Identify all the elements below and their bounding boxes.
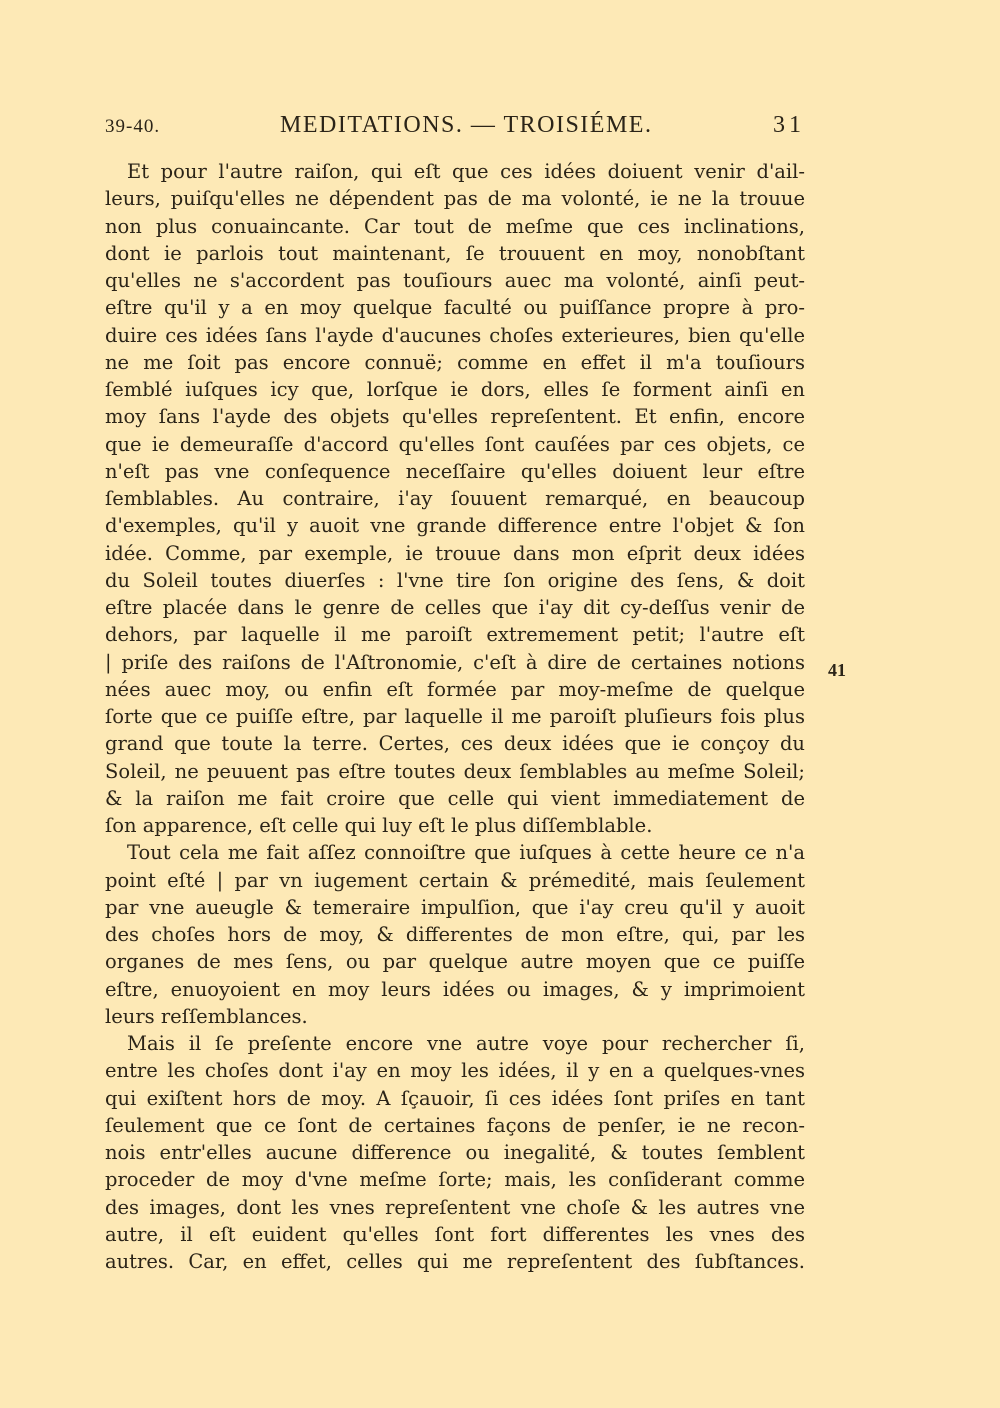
text-line: ſon apparence, eſt celle qui luy eſt le plus diſſemblable. <box>105 814 653 837</box>
header-section-range: 39-40. <box>105 116 161 137</box>
text-line: non plus conuaincante. Car tout de meſme que ces inclinations, <box>105 214 805 238</box>
text-line: nois entr'elles aucune difference ou inegalité, & toutes ſemblent <box>105 1141 805 1164</box>
text-line: qui exiſtent hors de moy. A ſçauoir, ſi ces idées ſont priſes en tant <box>105 1086 805 1110</box>
text-line: du Soleil toutes diuerſes : l'vne tire ſon origine des ſens, & doit <box>105 568 805 592</box>
text-line: par vne aueugle & temeraire impulſion, que i'ay creu qu'il y auoit <box>105 895 805 919</box>
text-line: ne me ſoit pas encore connuë; comme en effet il m'a touſiours <box>105 350 805 374</box>
text-line: d'exemples, qu'il y auoit vne grande difference entre l'objet & ſon <box>105 514 805 538</box>
text-line: ſeulement que ce ſont de certaines façons de penſer, ie ne recon- <box>105 1113 805 1137</box>
text-line: ſorte que ce puiſſe eſtre, par laquelle il me paroiſt pluſieurs fois plus <box>105 705 805 728</box>
text-line: des choſes hors de moy, & differentes de mon eſtre, qui, par les <box>105 923 805 946</box>
text-line: idée. Comme, par exemple, ie trouue dans mon eſprit deux idées <box>105 541 805 565</box>
text-line: Et pour l'autre raiſon, qui eſt que ces idées doiuent venir d'ail- <box>127 160 805 183</box>
text-line: des images, dont les vnes repreſentent vne choſe & les autres vne <box>105 1195 805 1219</box>
text-line: n'eſt pas vne conſequence neceſſaire qu'elles doiuent leur eſtre <box>105 459 805 483</box>
text-line: dont ie parlois tout maintenant, ſe trouuent en moy, nonobſtant <box>105 241 805 265</box>
text-line: autre, il eſt euident qu'elles ſont fort differentes les vnes des <box>105 1222 805 1246</box>
text-line: duire ces idées ſans l'ayde d'aucunes choſes exterieures, bien qu'elle <box>105 323 805 347</box>
text-line: eſtre qu'il y a en moy quelque faculté ou puiſſance propre à pro- <box>105 296 805 320</box>
text-line: organes de mes ſens, ou par quelque autre moyen que ce puiſſe <box>105 950 805 974</box>
text-line: grand que toute la terre. Certes, ces deux idées que ie conçoy du <box>105 732 805 756</box>
body-text <box>105 158 805 1275</box>
text-line: qu'elles ne s'accordent pas touſiours auec ma volonté, ainſi peut- <box>105 269 805 292</box>
text-line: que ie demeuraſſe d'accord qu'elles ſont cauſées par ces objets, ce <box>105 432 805 456</box>
text-line: leurs, puiſqu'elles ne dépendent pas de ma volonté, ie ne la trouue <box>105 187 805 211</box>
text-line: moy ſans l'ayde des objets qu'elles repreſentent. Et enfin, encore <box>105 405 805 429</box>
text-line: autres. Car, en effet, celles qui me repreſentent des ſubſtances. <box>105 1250 805 1273</box>
margin-page-reference: 41 <box>828 660 846 680</box>
page-number: 31 <box>773 112 805 138</box>
text-line: eſtre, enuoyoient en moy leurs idées ou images, & y imprimoient <box>105 977 805 1001</box>
text-line: leurs reſſemblances. <box>105 1004 308 1028</box>
text-line: & la raiſon me fait croire que celle qui vient immediatement de <box>105 786 805 810</box>
text-line: Soleil, ne peuuent pas eſtre toutes deux ſemblables au meſme Soleil; <box>105 759 805 783</box>
header-title: MEDITATIONS. — TROISIÉME. <box>280 112 653 138</box>
text-line: dehors, par laquelle il me paroiſt extremement petit; l'autre eſt <box>105 623 805 647</box>
text-line: point eſté | par vn iugement certain & prémedité, mais ſeulement <box>105 868 805 892</box>
text-line: entre les choſes dont i'ay en moy les idées, il y en a quelques-vnes <box>105 1059 805 1083</box>
text-line: proceder de moy d'vne meſme ſorte; mais, les conſiderant comme <box>105 1168 805 1192</box>
text-line: Mais il ſe preſente encore vne autre voye pour rechercher ſi, <box>127 1032 805 1055</box>
text-line: ſemblé iuſques icy que, lorſque ie dors, elles ſe forment ainſi en <box>105 378 805 401</box>
running-header <box>105 112 805 146</box>
text-line: nées auec moy, ou enfin eſt formée par moy-meſme de quelque <box>105 677 805 701</box>
text-line: Tout cela me fait aſſez connoiſtre que iuſques à cette heure ce n'a <box>127 841 805 865</box>
text-line: | priſe des raiſons de l'Aſtronomie, c'eſt à dire de certaines notions <box>105 650 805 674</box>
text-line: ſemblables. Au contraire, i'ay ſouuent remarqué, en beaucoup <box>105 487 805 510</box>
text-line: eſtre placée dans le genre de celles que i'ay dit cy-deſſus venir de <box>105 596 805 619</box>
